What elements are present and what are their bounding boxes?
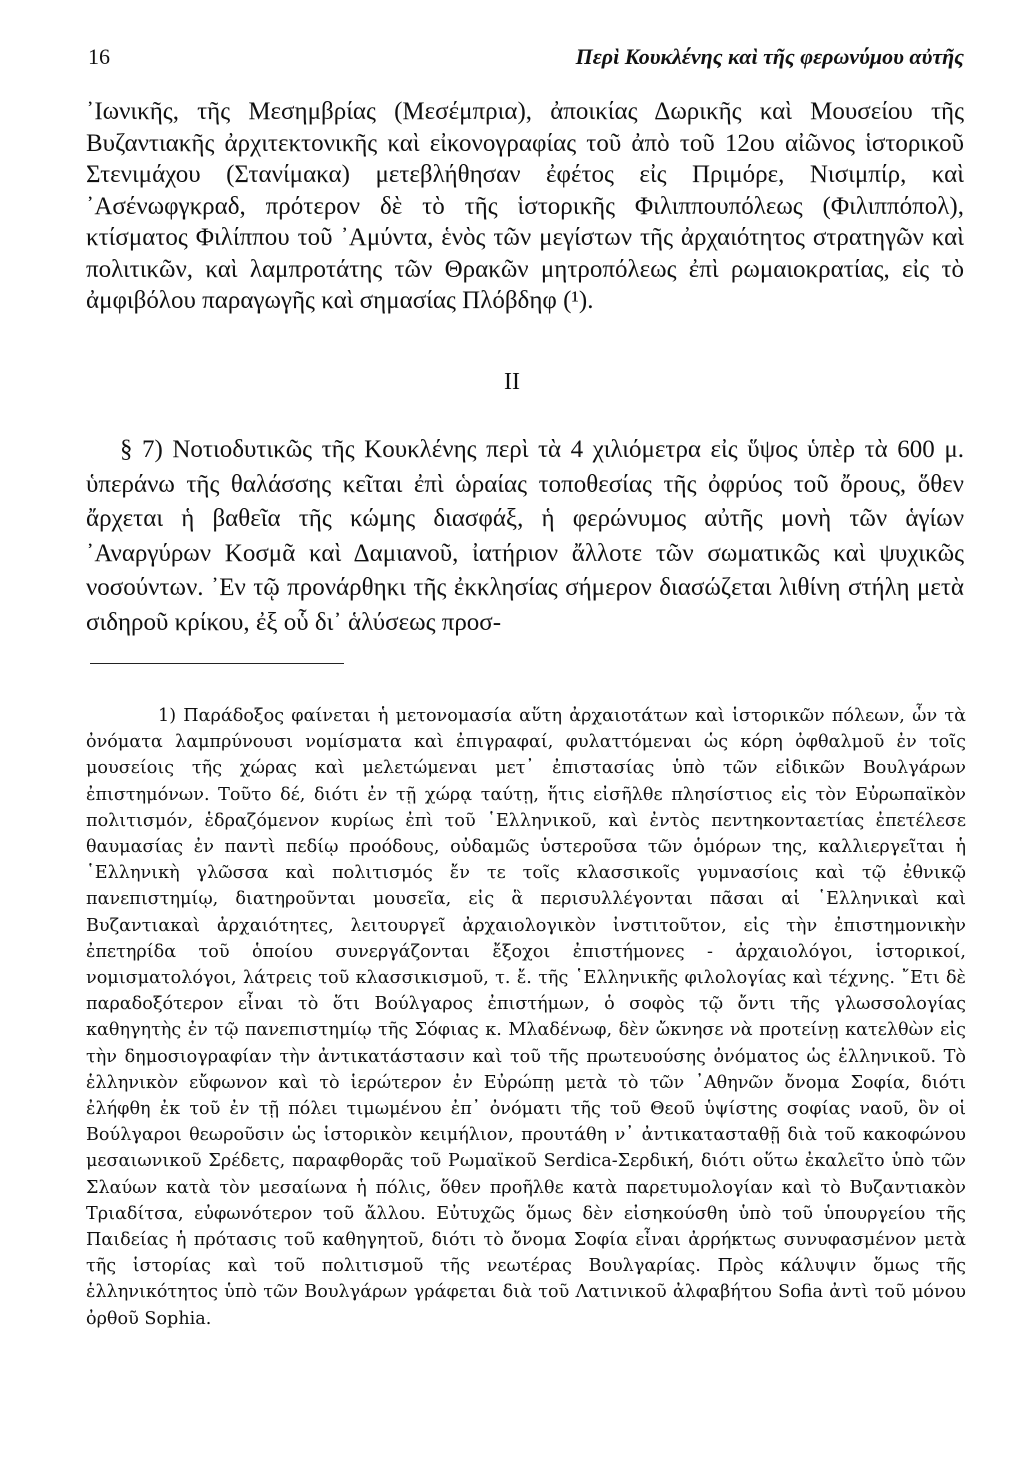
body-text-section <box>86 433 964 640</box>
footnote-rule <box>90 663 344 664</box>
footnote <box>86 703 966 1332</box>
paragraph: § 7) Νοτιοδυτικῶς τῆς Κουκλένης περὶ τὰ 4 χιλιόμετρα εἰς ὕψος ὑπὲρ τὰ 600 μ. ὑπεράνω τῆς θαλάσσης κεῖται ἐπὶ ὡραίας τοποθεσίας τῆς ὀφρύος τοῦ ὄρους, ὅθεν ἄρχεται ἡ βαθεῖα τῆς κώμης διασφάξ, ἡ φερώνυμος αὐτῆς μονὴ τῶν ἁγίων ᾽Αναργύρων Κοσμᾶ καὶ Δαμιανοῦ, ἰατήριον ἄλλοτε τῶν σωματικῶς καὶ ψυχικῶς νοσούντων. ᾽Εν τῷ προνάρθηκι τῆς ἐκκλησίας σήμερον διασώζεται λιθίνη στήλη μετὰ σιδηροῦ κρίκου, ἐξ οὗ δι᾽ ἁλύσεως προσ- <box>86 436 964 636</box>
running-head: Περὶ Κουκλένης καὶ τῆς φερωνύμου αὐτῆς <box>575 44 964 69</box>
section-heading: II <box>504 369 520 395</box>
page-number: 16 <box>88 44 110 69</box>
body-text-top <box>86 96 964 317</box>
paragraph: ᾽Ιωνικῆς, τῆς Μεσημβρίας (Μεσέμπρια), ἀποικίας Δωρικῆς καὶ Μουσείου τῆς Βυζαντιακῆς ἀρχιτεκτονικῆς καὶ εἰκονογραφίας τοῦ ἀπὸ τοῦ 12ου αἰῶνος ἱστορικοῦ Στενιμάχου (Στανίμακα) μετεβλήθησαν ἐφέτος εἰς Πριμόρε, Νισιμπίρ, καὶ ᾽Ασένωφγκραδ, πρότερον δὲ τὸ τῆς ἱστορικῆς Φιλιππουπόλεως (Φιλιππόπολ), κτίσματος Φιλίππου τοῦ ᾽Αμύντα, ἑνὸς τῶν μεγίστων τῆς ἀρχαιότητος στρατηγῶν καὶ πολιτικῶν, καὶ λαμπροτάτης τῶν Θρακῶν μητροπόλεως ἐπὶ ρωμαιοκρατίας, εἰς τὸ ἀμφιβόλου παραγωγῆς καὶ σημασίας Πλόβδηφ (¹). <box>86 98 964 314</box>
footnote-text: 1) Παράδοξος φαίνεται ἡ μετονομασία αὕτη ἀρχαιοτάτων καὶ ἱστορικῶν πόλεων, ὧν τὰ ὀνόματα λαμπρύνουσι νομίσματα καὶ ἐπιγραφαί, φυλαττόμεναι ὡς κόρη ὀφθαλμοῦ ἐν τοῖς μουσείοις τῆς χώρας καὶ μελετώμεναι μετ᾽ ἐπιστασίας ὑπὸ τῶν εἰδικῶν Βουλγάρων ἐπιστημόνων. Τοῦτο δέ, διότι ἐν τῇ χώρᾳ ταύτῃ, ἥτις εἰσῆλθε πλησίστιος εἰς τὸν Εὐρωπαϊκὸν πολιτισμόν, ἑδραζόμενον κυρίως ἐπὶ τοῦ ῾Ελληνικοῦ, καὶ ἐντὸς πεντηκονταετίας ἐπετέλεσε θαυμασίας ἐν παντὶ πεδίῳ προόδους, οὐδαμῶς ὑστεροῦσα τῶν ὁμόρων της, καλλιεργεῖται ἡ ῾Ελληνικὴ γλῶσσα καὶ πολιτισμός ἔν τε τοῖς κλασσικοῖς γυμνασίοις καὶ τῷ ἐθνικῷ πανεπιστημίῳ, διατηροῦνται μουσεῖα, εἰς ἃ περισυλλέγονται πᾶσαι αἱ ῾Ελληνικαὶ καὶ Βυζαντιακαὶ ἀρχαιότητες, λειτουργεῖ ἀρχαιολογικὸν ἰνστιτοῦτον, εἰς τὴν ἐπιστημονικὴν ἐπετηρίδα τοῦ ὁποίου συνεργάζονται ἔξοχοι ἐπιστήμονες - ἀρχαιολόγοι, ἱστορικοί, νομισματολόγοι, λάτρεις τοῦ κλασσικισμοῦ, τ. ἔ. τῆς ῾Ελληνικῆς φιλολογίας καὶ τέχνης. ῎Ετι δὲ παραδοξότερον εἶναι τὸ ὅτι Βούλγαρος ἐπιστήμων, ὁ σοφὸς τῷ ὄντι τῆς γλωσσολογίας καθηγητὴς ἐν τῷ πανεπιστημίῳ τῆς Σόφιας κ. Μλαδένωφ, δὲν ὤκνησε νὰ προτείνῃ κατελθὼν εἰς τὴν δημοσιογραφίαν τὴν ἀντικατάστασιν καὶ τοῦ τῆς πρωτευούσης ὀνόματος ὡς ἑλληνικοῦ. Τὸ ἑλληνικὸν εὔφωνον καὶ τὸ ἱερώτερον ἐν Εὐρώπῃ μετὰ τὸ τῶν ᾽Αθηνῶν ὄνομα Σοφία, διότι ἐλήφθη ἐκ τοῦ ἐν τῇ πόλει τιμωμένου ἐπ᾽ ὀνόματι τῆς τοῦ Θεοῦ ὑψίστης σοφίας ναοῦ, ὃν οἱ Βούλγαροι θεωροῦσιν ὡς ἱστορικὸν κειμήλιον, προυτάθη ν᾽ ἀντικατασταθῇ διὰ τοῦ κακοφώνου μεσαιωνικοῦ Σρέδετς, παραφθορᾶς τοῦ Ρωμαϊκοῦ Serdica-Σερδική, διότι οὕτω ἐκαλεῖτο ὑπὸ τῶν Σλαύων κατὰ τὸν μεσαίωνα ἡ πόλις, ὅθεν προῆλθε κατὰ παρετυμολογίαν καὶ τὸ Βυζαντιακὸν Τριαδίτσα, εὐφωνότερον τοῦ ἄλλου. Εὐτυχῶς ὅμως δὲν εἰσηκούσθη ὑπὸ τοῦ ὑπουργείου τῆς Παιδείας ἡ πρότασις τοῦ καθηγητοῦ, διότι τὸ ὄνομα Σοφία εἶναι ἀρρήκτως συνυφασμένον μετὰ τῆς ἱστορίας καὶ τοῦ πολιτισμοῦ τῆς νεωτέρας Βουλγαρίας. Πρὸς κάλυψιν ὅμως τῆς ἑλληνικότητος ὑπὸ τῶν Βουλγάρων γράφεται διὰ τοῦ Λατινικοῦ ἀλφαβήτου Sofia ἀντὶ τοῦ μόνου ὀρθοῦ Sophia. <box>86 706 966 1329</box>
